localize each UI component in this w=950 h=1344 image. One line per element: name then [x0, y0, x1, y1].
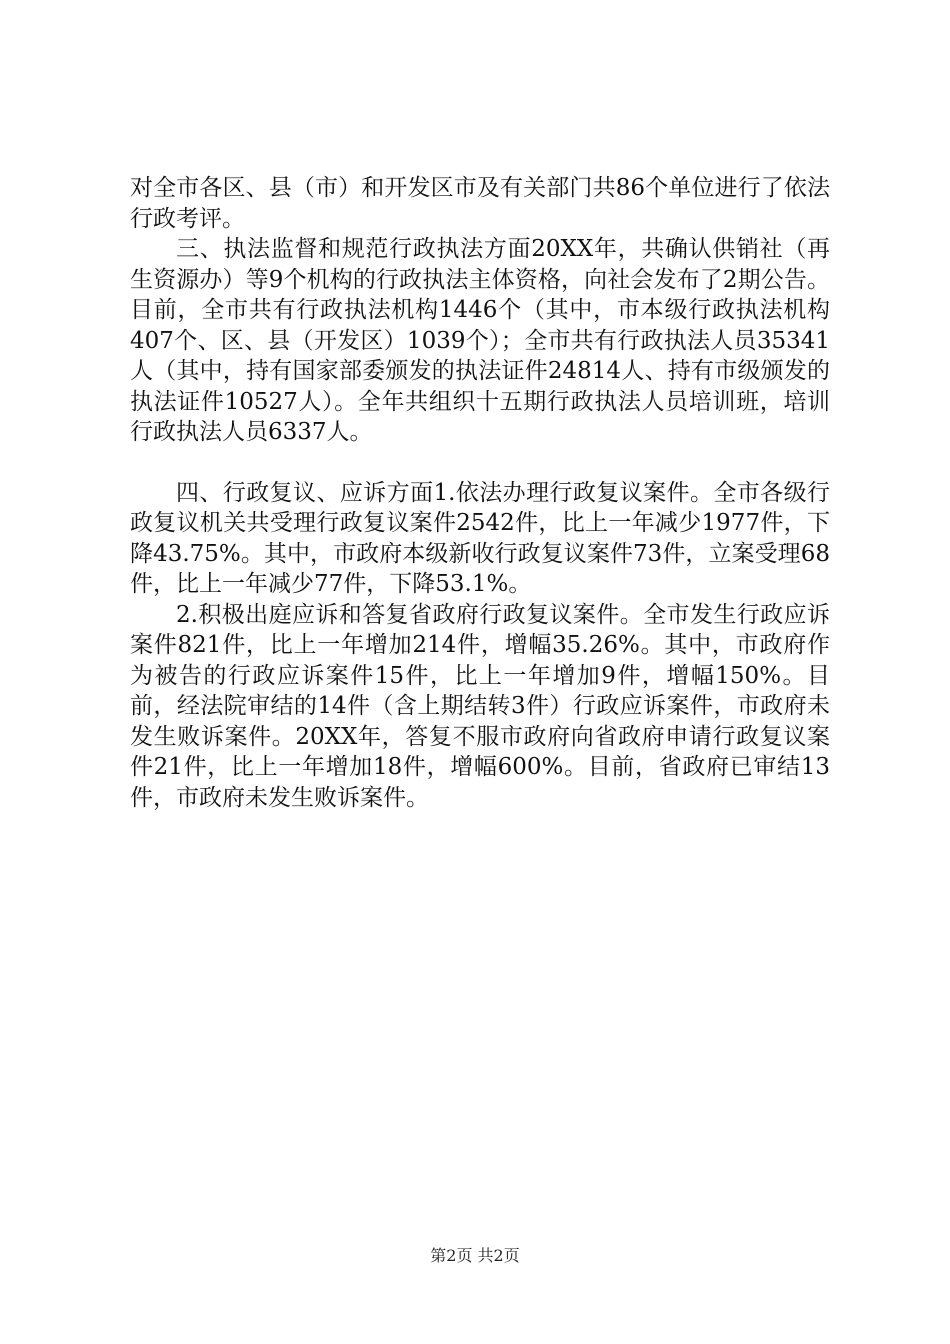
paragraph-section-four-item-two: 2.积极出庭应诉和答复省政府行政复议案件。全市发生行政应诉案件821件，比上一年增加214件，增幅35.26%。其中，市政府作为被告的行政应诉案件15件，比上一年增加9件，增幅150%。目前，经法院审结的14件（含上期结转3件）行政应诉案件，市政府未发生败诉案件。20XX年，答复不服市政府向省政府申请行政复议案件21件，比上一年增加18件，增幅600%。目前，省政府已审结13件，市政府未发生败诉案件。 — [130, 601, 830, 811]
paragraph-section-four: 四、行政复议、应诉方面1.依法办理行政复议案件。全市各级行政复议机关共受理行政复议案件2542件，比上一年减少1977件，下降43.75%。其中，市政府本级新收行政复议案件73件，立案受理68件，比上一年减少77件，下降53.1%。 — [130, 479, 830, 597]
page-footer: 第2页 共2页 — [430, 1246, 520, 1265]
document-body — [130, 173, 830, 813]
paragraph-continuation: 对全市各区、县（市）和开发区市及有关部门共86个单位进行了依法行政考评。 — [130, 175, 830, 232]
paragraph-section-three: 三、执法监督和规范行政执法方面20XX年，共确认供销社（再生资源办）等9个机构的行政执法主体资格，向社会发布了2期公告。目前，全市共有行政执法机构1446个（其中，市本级行政执法机构407个、区、县（开发区）1039个）；全市共有行政执法人员35341人（其中，持有国家部委颁发的执法证件24814人、持有市级颁发的执法证件10527人）。全年共组织十五期行政执法人员培训班，培训行政执法人员6337人。 — [130, 236, 830, 445]
